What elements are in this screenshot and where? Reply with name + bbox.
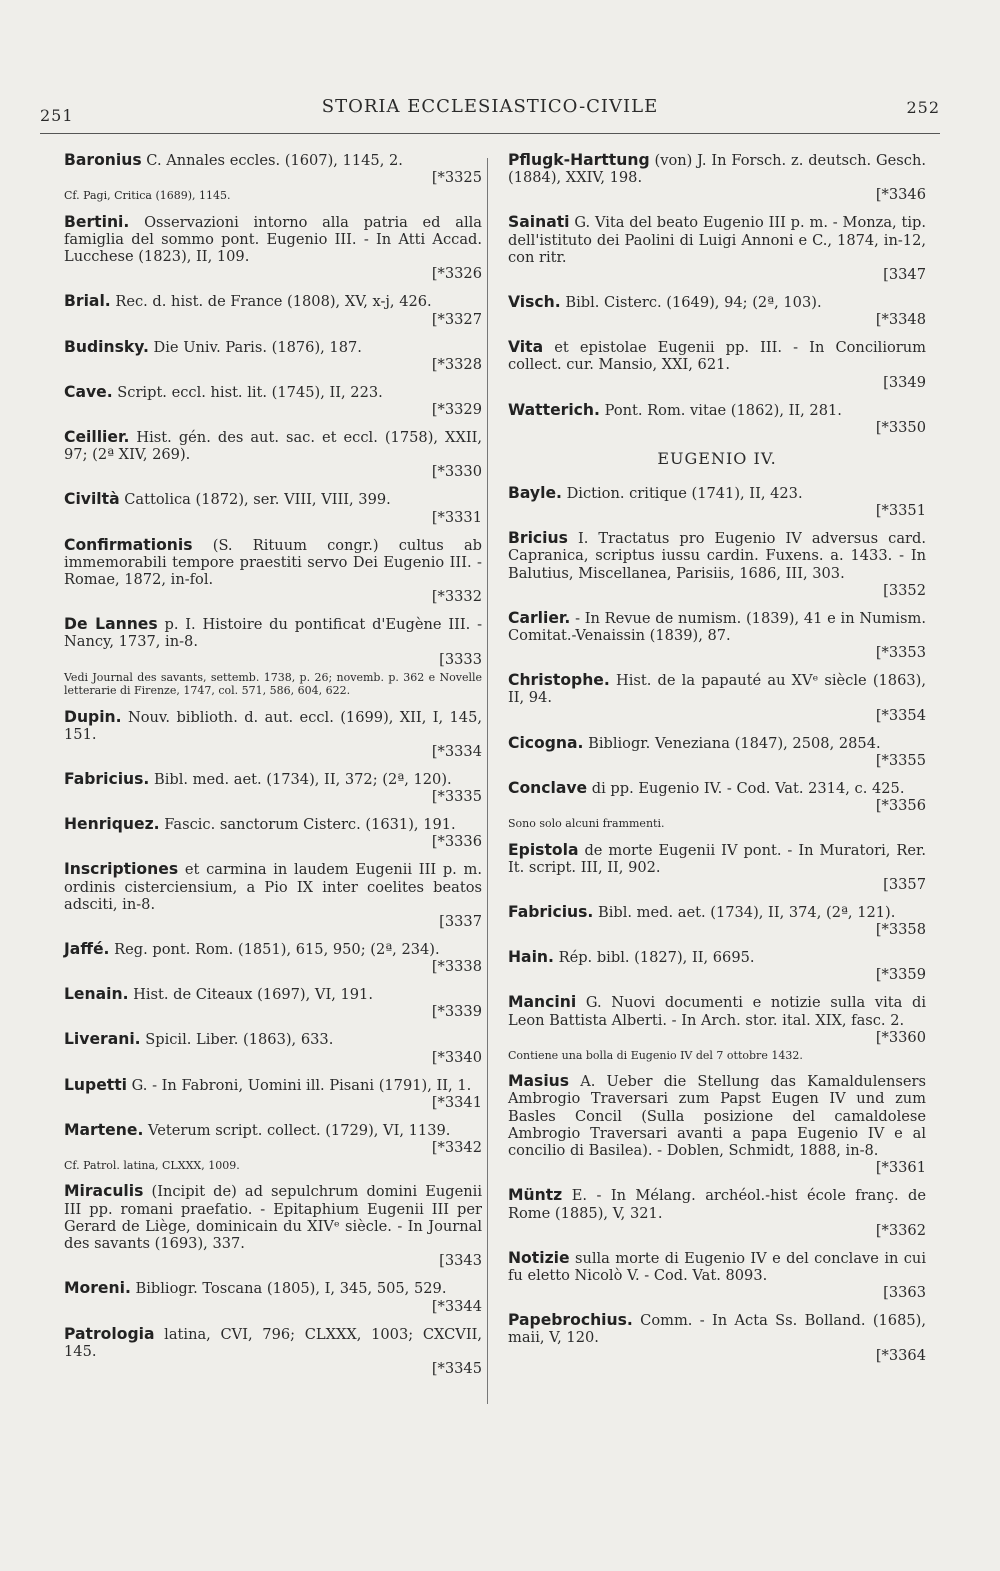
entry-author: Moreni. — [64, 1279, 131, 1298]
bibliography-entry — [64, 1077, 482, 1111]
entry-author: Jaffé. — [64, 939, 110, 958]
bibliography-entry — [508, 402, 926, 436]
column-divider — [487, 158, 488, 1404]
entry-citation: et epistolae Eugenii pp. III. - In Conciliorum collect. cur. Mansio, XXI, 621. — [508, 339, 926, 374]
bibliography-entry — [64, 1326, 482, 1377]
bibliography-entry — [64, 384, 482, 418]
entry-citation: I. Tractatus pro Eugenio IV adversus card. Capranica, scriptus iussu cardin. Fuxens. a. 1433. - In Balutius, Miscellanea, Parisiis, 1686, III, 303. — [508, 530, 926, 582]
entry-author: Henriquez. — [64, 815, 160, 834]
entry-author: Baronius — [64, 151, 142, 169]
entry-author: Müntz — [508, 1186, 563, 1205]
entry-number: [*3331 — [431, 508, 482, 526]
entry-number: [*3356 — [875, 797, 926, 815]
right-entries-bottom — [508, 485, 926, 1363]
entry-number: [*3335 — [431, 788, 482, 806]
entry-citation: (S. Rituum congr.) cultus ab immemorabili tempore praestiti servo Dei Eugenio III. - Romae, 1872, in-fol. — [64, 536, 482, 588]
header-rule — [40, 133, 940, 134]
entry-citation: G. Nuovi documenti e notizie sulla vita di Leon Battista Alberti. - In Arch. stor. ital. XIX, fasc. 2. — [508, 994, 927, 1029]
bibliography-entry — [64, 537, 482, 606]
bibliography-entry — [64, 941, 482, 975]
entry-citation: Veterum script. collect. (1729), VI, 1139. — [148, 1121, 451, 1139]
bibliography-entry — [508, 780, 926, 831]
bibliography-entry — [64, 861, 482, 930]
entry-citation: (Incipit de) ad sepulchrum domini Eugenii III pp. romani praefatio. - Epitaphium Eugenii III per Gerard de Liège, dominicain du XIVᵉ siècle. - In Journal des savants (1693), 337. — [64, 1183, 482, 1253]
entry-author: Bayle. — [508, 484, 562, 503]
entry-number: [*3358 — [875, 921, 926, 939]
bibliography-entry — [64, 152, 482, 203]
entry-number: [*3360 — [875, 1028, 926, 1046]
entry-number: [*3329 — [431, 400, 482, 418]
entry-author: Miraculis — [64, 1182, 144, 1201]
bibliography-entry — [508, 994, 926, 1062]
entry-number: [*3339 — [431, 1003, 482, 1021]
entry-number: [3343 — [439, 1252, 482, 1270]
entry-citation: Diction. critique (1741), II, 423. — [566, 485, 803, 503]
entry-author: Brial. — [64, 292, 111, 311]
entry-author: Epistola — [508, 840, 579, 859]
entry-number: [*3354 — [875, 706, 926, 724]
entry-number: [*3362 — [875, 1221, 926, 1239]
bibliography-entry — [508, 1312, 926, 1363]
entry-citation: Rép. bibl. (1827), II, 6695. — [558, 949, 755, 967]
entry-author: Masius — [508, 1072, 570, 1091]
entry-number: [*3344 — [431, 1297, 482, 1315]
entry-citation: Osservazioni intorno alla patria ed alla famiglia del sommo pont. Eugenio III. - In Atti Accad. Lucchese (1823), II, 109. — [64, 213, 482, 266]
entry-author: Mancini — [508, 993, 577, 1012]
entry-citation: E. - In Mélang. archéol.-hist école franç. de Rome (1885), V, 321. — [508, 1187, 927, 1222]
bibliography-entry — [64, 1280, 482, 1314]
entry-citation: Rec. d. hist. de France (1808), XV, x-j, 426. — [115, 293, 432, 311]
bibliography-entry — [64, 709, 482, 760]
entry-author: Pflugk-Harttung — [508, 151, 650, 169]
bibliography-entry — [508, 735, 926, 769]
entry-author: Fabricius. — [508, 902, 594, 921]
entry-number: [3337 — [439, 912, 482, 930]
entry-author: Bricius — [508, 529, 568, 548]
entry-number: [*3330 — [431, 463, 482, 481]
entry-citation: Bibliogr. Toscana (1805), I, 345, 505, 529. — [135, 1280, 447, 1298]
bibliography-entry — [64, 771, 482, 805]
running-title: STORIA ECCLESIASTICO-CIVILE — [321, 96, 659, 117]
entry-note: Vedi Journal des savants, settemb. 1738, p. 26; novemb. p. 362 e Novelle letterarie di Firenze, 1747, col. 571, 586, 604, 622. — [64, 670, 482, 698]
bibliography-entry — [64, 214, 482, 283]
entry-author: Notizie — [508, 1248, 570, 1267]
bibliography-entry — [64, 339, 482, 373]
entry-author: Visch. — [508, 293, 561, 312]
bibliography-entry — [64, 986, 482, 1020]
entry-citation: Bibl. Cisterc. (1649), 94; (2ª, 103). — [565, 294, 822, 312]
entry-number: [3363 — [883, 1284, 926, 1302]
entry-number: [*3359 — [875, 966, 926, 984]
entry-author: Lupetti — [64, 1075, 128, 1094]
entry-number: [*3342 — [431, 1138, 482, 1156]
entry-number: [*3361 — [875, 1159, 926, 1177]
entry-author: Dupin. — [64, 707, 122, 726]
entry-number: [*3341 — [431, 1093, 482, 1111]
entry-citation: Pont. Rom. vitae (1862), II, 281. — [604, 401, 842, 419]
entry-citation: Hist. de la papauté au XVᵉ siècle (1863), II, 94. — [508, 672, 926, 707]
entry-citation: Comm. - In Acta Ss. Bolland. (1685), maii, V, 120. — [508, 1312, 926, 1347]
entry-author: Vita — [508, 338, 544, 357]
entry-citation: et carmina in laudem Eugenii III p. m. ordinis cisterciensium, a Pio IX inter coelites beatos adsciti, in-8. — [64, 861, 483, 913]
entry-citation: Spicil. Liber. (1863), 633. — [145, 1031, 334, 1049]
entry-author: Liverani. — [64, 1030, 141, 1049]
entry-citation: Cattolica (1872), ser. VIII, VIII, 399. — [124, 491, 391, 509]
entry-author: Carlier. — [508, 608, 571, 627]
entry-citation: de morte Eugenii IV pont. - In Muratori, Rer. It. script. III, II, 902. — [508, 841, 926, 876]
bibliography-entry — [64, 491, 482, 525]
entry-citation: Die Univ. Paris. (1876), 187. — [153, 338, 362, 356]
entry-citation: C. Annales eccles. (1607), 1145, 2. — [146, 152, 403, 169]
bibliography-entry — [508, 152, 926, 203]
entry-citation: (von) J. In Forsch. z. deutsch. Gesch. (1884), XXIV, 198. — [508, 152, 926, 187]
entry-note: Cf. Pagi, Critica (1689), 1145. — [64, 189, 231, 203]
entry-citation: A. Ueber die Stellung das Kamaldulensers Ambrogio Traversari zum Papst Eugen IV und zum Basles Concil (Sulla posizione del camaldolese Ambrogio Traversari avanti a papa Eugenio IV e al concilio di Basilea). - Doblen, Schmidt, 1888, in-8. — [508, 1073, 927, 1160]
bibliography-entry — [64, 429, 482, 480]
entry-citation: Reg. pont. Rom. (1851), 615, 950; (2ª, 234). — [114, 940, 440, 958]
entry-number: [*3345 — [431, 1359, 482, 1377]
entry-citation: Nouv. biblioth. d. aut. eccl. (1699), XII, I, 145, 151. — [64, 708, 483, 743]
entry-citation: - In Revue de numism. (1839), 41 e in Numism. Comitat.-Venaissin (1839), 87. — [508, 609, 926, 645]
entry-author: Hain. — [508, 948, 554, 967]
bibliography-entry — [64, 816, 482, 850]
bibliography-entry — [508, 1250, 926, 1301]
bibliography-entry — [64, 1122, 482, 1173]
entry-number: [*3350 — [875, 418, 926, 436]
entry-author: Martene. — [64, 1120, 144, 1139]
bibliography-entry — [508, 1073, 926, 1176]
entry-citation: Bibliogr. Veneziana (1847), 2508, 2854. — [588, 734, 881, 752]
entry-author: Watterich. — [508, 400, 600, 419]
entry-author: Ceillier. — [64, 427, 130, 446]
entry-number: [3357 — [883, 875, 926, 893]
entry-author: Conclave — [508, 778, 588, 797]
entry-number: [*3336 — [431, 833, 482, 851]
entry-author: De Lannes — [64, 615, 158, 634]
entry-citation: di pp. Eugenio IV. - Cod. Vat. 2314, c. 425. — [591, 779, 905, 797]
entry-note: Contiene una bolla di Eugenio IV del 7 ottobre 1432. — [508, 1048, 803, 1062]
entry-citation: sulla morte di Eugenio IV e del conclave in cui fu eletto Nicolò V. - Cod. Vat. 8093. — [508, 1249, 927, 1284]
entry-number: [*3346 — [875, 186, 926, 204]
entry-citation: Fascic. sanctorum Cisterc. (1631), 191. — [164, 816, 456, 834]
entry-number: [*3334 — [431, 742, 482, 760]
entry-citation: Script. eccl. hist. lit. (1745), II, 223. — [117, 383, 383, 401]
entry-author: Papebrochius. — [508, 1311, 633, 1330]
entry-author: Patrologia — [64, 1324, 155, 1343]
entry-author: Cave. — [64, 382, 113, 401]
bibliography-entry — [508, 1187, 926, 1238]
right-entries-top — [508, 152, 926, 436]
entry-number: [*3355 — [875, 751, 926, 769]
bibliography-entry — [508, 672, 926, 723]
bibliography-entry — [508, 294, 926, 328]
bibliography-entry — [64, 1183, 482, 1269]
bibliography-entry — [508, 339, 926, 390]
entry-author: Fabricius. — [64, 769, 150, 788]
entry-citation: p. I. Histoire du pontificat d'Eugène III. - Nancy, 1737, in-8. — [64, 616, 483, 651]
bibliography-entry — [508, 904, 926, 938]
entry-author: Budinsky. — [64, 337, 149, 356]
section-heading: EUGENIO IV. — [657, 448, 777, 468]
entry-number: [*3325 — [431, 169, 482, 187]
entry-citation: latina, CVI, 796; CLXXX, 1003; CXCVII, 145. — [64, 1325, 483, 1360]
bibliography-entry — [64, 1031, 482, 1065]
bibliography-entry — [508, 214, 926, 283]
entry-author: Bertini. — [64, 212, 130, 231]
page-number-right: 252 — [906, 98, 940, 117]
bibliography-entry — [508, 485, 926, 519]
entry-author: Sainati — [508, 213, 570, 232]
entry-number: [*3348 — [875, 311, 926, 329]
entry-citation: Hist. gén. des aut. sac. et eccl. (1758), XXII, 97; (2ª XIV, 269). — [64, 428, 482, 464]
bibliography-entry — [508, 530, 926, 599]
entry-number: [*3351 — [875, 502, 926, 520]
bibliography-entry — [508, 610, 926, 661]
entry-author: Confirmationis — [64, 535, 193, 554]
entry-author: Civiltà — [64, 490, 120, 509]
entry-number: [*3338 — [431, 958, 482, 976]
entry-note: Sono solo alcuni frammenti. — [508, 817, 665, 831]
entry-number: [*3327 — [431, 310, 482, 328]
entry-citation: Bibl. med. aet. (1734), II, 374, (2ª, 121). — [598, 903, 896, 921]
entry-number: [*3326 — [431, 265, 482, 283]
bibliography-entry — [508, 842, 926, 893]
bibliography-entry — [64, 616, 482, 697]
entry-citation: Bibl. med. aet. (1734), II, 372; (2ª, 120). — [154, 770, 452, 788]
entry-number: [3352 — [883, 581, 926, 599]
entry-citation: G. - In Fabroni, Uomini ill. Pisani (1791), II, 1. — [131, 1076, 472, 1094]
bibliography-entry — [64, 293, 482, 327]
entry-number: [*3353 — [875, 644, 926, 662]
entry-number: [3349 — [883, 373, 926, 391]
entry-number: [*3328 — [431, 355, 482, 373]
right-column — [508, 152, 926, 1375]
entry-citation: Hist. de Citeaux (1697), VI, 191. — [133, 986, 373, 1004]
page-number-left: 251 — [40, 106, 74, 125]
entry-number: [*3340 — [431, 1048, 482, 1066]
entry-number: [3333 — [439, 650, 482, 668]
bibliography-entry — [508, 949, 926, 983]
entry-author: Christophe. — [508, 671, 610, 690]
entry-author: Lenain. — [64, 985, 129, 1004]
entry-author: Inscriptiones — [64, 860, 179, 879]
page-header — [40, 96, 940, 136]
entry-note: Cf. Patrol. latina, CLXXX, 1009. — [64, 1158, 240, 1172]
entry-number: [*3364 — [875, 1346, 926, 1364]
entry-number: [3347 — [883, 266, 926, 284]
left-column — [64, 152, 482, 1388]
entry-number: [*3332 — [431, 588, 482, 606]
entry-citation: G. Vita del beato Eugenio III p. m. - Monza, tip. dell'istituto dei Paolini di Luigi Annoni e C., 1874, in-12, con ritr. — [508, 214, 926, 266]
entry-author: Cicogna. — [508, 733, 584, 752]
